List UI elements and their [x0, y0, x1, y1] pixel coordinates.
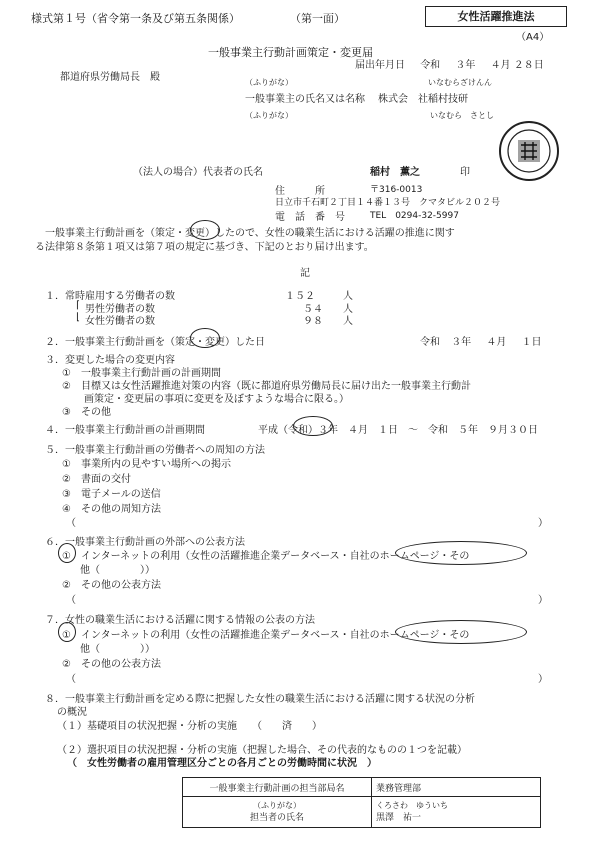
- date-era: 令和: [420, 60, 441, 71]
- s8-select: （２）選択項目の状況把握・分析の実施（把握した場合、その代表的なものの１つを記載）: [57, 745, 467, 756]
- s5-item-2: ② 書面の交付: [62, 474, 131, 485]
- date-label: 届出年月日: [355, 60, 405, 71]
- date-line: [355, 56, 544, 71]
- document-title: 一般事業主行動計画策定・変更届: [208, 46, 373, 59]
- rep-label: （法人の場合）代表者の氏名: [133, 167, 263, 178]
- s1-label: １．常時雇用する労働者の数: [45, 291, 175, 302]
- seal-mark: 印: [460, 167, 470, 178]
- address-line: 日立市千石町２丁目１４番１３号 クマタビル２０２号: [275, 198, 501, 208]
- person-label-cell: [183, 797, 372, 828]
- s6-line-3: ② その他の公表方法: [62, 580, 161, 591]
- s1-male: ５４: [303, 304, 323, 315]
- s6-paren-open: （: [66, 595, 76, 606]
- s2-era: 令和: [420, 337, 440, 348]
- form-number: 様式第１号（省令第一条及び第五条関係）: [31, 12, 240, 25]
- s6-label: ６．一般事業主行動計画の外部への公表方法: [45, 537, 245, 548]
- s1-unit-female: 人: [343, 316, 353, 327]
- s1-female: ９８: [303, 316, 323, 327]
- s7-paren-close: ）: [538, 674, 548, 685]
- person-value-cell: [372, 797, 541, 828]
- s3-item-2: ② 目標又は女性活躍推進対策の内容（既に都道府県労働局長に届け出た一般事業主行動計: [62, 381, 471, 392]
- s3-item-1: ① 一般事業主行動計画の計画期間: [62, 368, 221, 379]
- s7-line-3: ② その他の公表方法: [62, 659, 161, 670]
- s1-unit: 人: [343, 291, 353, 302]
- selected-mark-2: [190, 328, 220, 348]
- s7-label: ７．女性の職業生活における活躍に関する情報の公表の方法: [45, 615, 315, 626]
- furigana-label: （ふりがな）: [245, 78, 293, 87]
- s2-date: [420, 333, 542, 348]
- s8-label-1: ８．一般事業主行動計画を定める際に把握した女性の職業生活における活躍に関する状況の分析: [45, 694, 475, 705]
- s1-total: １５２: [285, 291, 315, 302]
- s7-paren-open: （: [66, 674, 76, 685]
- paper-size: （A4）: [516, 32, 550, 43]
- s5-item-4: ④ その他の周知方法: [62, 504, 161, 515]
- s5-item-1: ① 事業所内の見やすい場所への掲示: [62, 459, 231, 470]
- s8-basic: （１）基礎項目の状況把握・分析の実施 （ 済 ）: [57, 721, 322, 732]
- furigana-rep: いなむら さとし: [430, 111, 494, 120]
- dept-value: 業務管理部: [372, 778, 541, 797]
- person-label: 担当者の氏名: [249, 813, 304, 823]
- s2-day: １日: [521, 337, 542, 348]
- phone-label: 電 話 番 号: [275, 212, 345, 223]
- date-year: ３年: [455, 60, 476, 71]
- date-day: ２８日: [513, 60, 544, 71]
- furigana-label-2: （ふりがな）: [245, 111, 293, 120]
- date-month: ４月: [490, 60, 511, 71]
- selected-mark-era: [293, 416, 333, 436]
- s7-line-1: ① インターネットの利用（女性の活躍推進企業データベース・自社のホームページ・その: [62, 630, 470, 641]
- company-seal-icon: [498, 120, 560, 182]
- furigana-company: いなむらざけんん: [428, 78, 492, 87]
- s1-brace: ⌈: [76, 300, 80, 311]
- s3-item-2-cont: 画策定・変更届の事項に変更を及ぼすような場合に限る。）: [84, 394, 349, 405]
- s3-label: ３．変更した場合の変更内容: [45, 355, 175, 366]
- intro-line-1: 一般事業主行動計画を（策定・変更）したので、女性の職業生活における活躍の推進に関す: [45, 228, 455, 239]
- s5-paren-open: （: [66, 518, 76, 529]
- s7-selected-homepage: [395, 620, 527, 644]
- s1-male-label: 男性労働者の数: [85, 304, 155, 315]
- s5-paren-close: ）: [538, 518, 548, 529]
- s1-female-label: 女性労働者の数: [85, 316, 155, 327]
- s4-label: ４．一般事業主行動計画の計画期間: [45, 425, 205, 436]
- page-label: （第一面）: [290, 12, 345, 25]
- s5-item-3: ③ 電子メールの送信: [62, 489, 161, 500]
- rep-name: 稲村 薫之: [370, 167, 420, 178]
- address-label: 住 所: [275, 186, 325, 197]
- s6-line-2: 他（ ））: [80, 565, 155, 576]
- s8-select-value: （ 女性労働者の雇用管理区分ごとの各月ごとの労働時間に状況 ）: [67, 758, 377, 769]
- s1-unit-male: 人: [343, 304, 353, 315]
- s6-selected-1: [58, 543, 76, 563]
- person-furigana-label: （ふりがな）: [253, 801, 301, 810]
- addressee: 都道府県労働局長 殿: [60, 72, 160, 83]
- person-furigana: くろさわ ゆういち: [376, 801, 448, 810]
- s7-line-2: 他（ ））: [80, 644, 155, 655]
- s6-selected-homepage: [395, 541, 527, 565]
- s8-label-2: の概況: [57, 707, 87, 718]
- employer-name: 株式会 社稲村技研: [378, 94, 468, 105]
- employer-label: 一般事業主の氏名又は名称: [245, 94, 365, 105]
- postal-code: 〒316-0013: [370, 185, 423, 195]
- s1-brace-bottom: ⌊: [76, 312, 80, 323]
- dept-label: 一般事業主行動計画の担当部局名: [183, 778, 372, 797]
- s2-year: ３年: [451, 337, 472, 348]
- s5-label: ５．一般事業主行動計画の労働者への周知の方法: [45, 445, 265, 456]
- ki-heading: 記: [300, 268, 310, 279]
- contact-table: [182, 777, 541, 828]
- s7-selected-1: [58, 622, 76, 642]
- phone-value: TEL 0294-32-5997: [370, 211, 459, 221]
- s4-period: 平成（令和）３年 ４月 １日 ～ 令和 ５年 ９月３０日: [258, 425, 538, 436]
- s2-label: ２．一般事業主行動計画を（策定・変更）した日: [45, 337, 265, 348]
- s6-line-1: ① インターネットの利用（女性の活躍推進企業データベース・自社のホームページ・その: [62, 551, 470, 562]
- intro-line-2: る法律第８条第１項又は第７項の規定に基づき、下記のとおり届け出ます。: [35, 242, 374, 253]
- person-name: 黒澤 祐一: [376, 813, 422, 823]
- s6-paren-close: ）: [538, 595, 548, 606]
- law-title-box: 女性活躍推進法: [425, 6, 567, 27]
- s3-item-3: ③ その他: [62, 407, 111, 418]
- s2-month: ４月: [486, 337, 507, 348]
- selected-mark: [190, 220, 220, 240]
